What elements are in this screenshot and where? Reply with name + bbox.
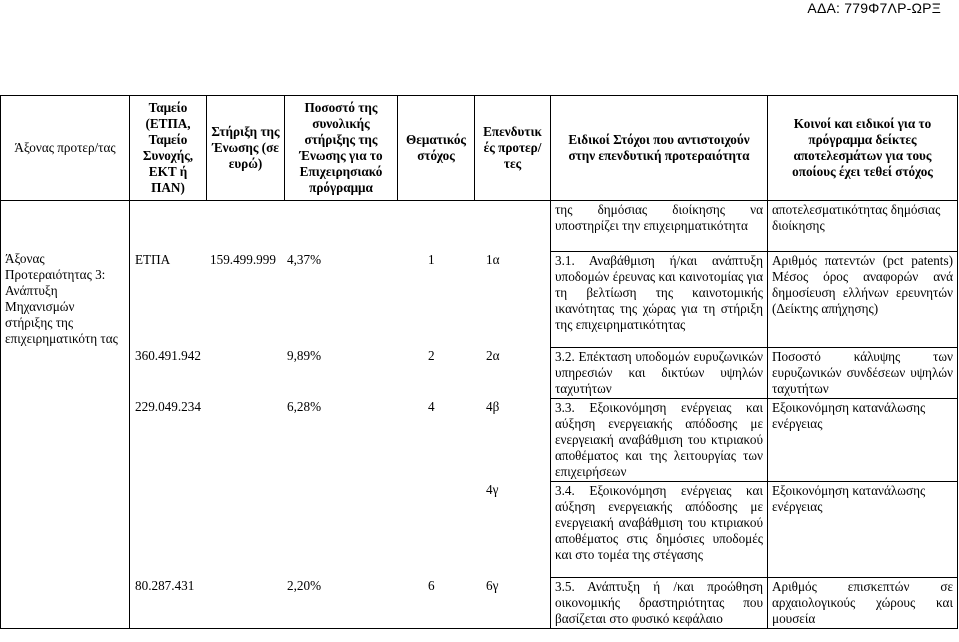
- result-indicator: Εξοικονόμηση κατανάλωσης ενέργειας: [768, 481, 958, 577]
- specific-goal: 3.1. Αναβάθμιση ή/και ανάπτυξη υποδομών έρευνας και καινοτομίας για τη βελτίωση της καινοτομικής ικανότητας της χώρας για τη στήριξη της επιχειρηματικότητας: [551, 251, 768, 347]
- fund-value: ΕΤΠΑ: [135, 252, 171, 267]
- header-support: Στήριξη της Ένωσης (σε ευρώ): [207, 96, 285, 201]
- invest-value: 2α: [486, 348, 500, 363]
- table-row: [1, 347, 958, 398]
- support-value: 229.049.234: [135, 399, 201, 414]
- header-percent: Ποσοστό της συνολικής στήριξης της Ένωσης για το Επιχειρησιακό πρόγραμμα: [285, 96, 398, 201]
- percent-value: 6,28%: [287, 399, 322, 414]
- result-indicator: Αριθμός πατεντών (pct patents) Μέσος όρος αναφορών ανά δημοσίευση ελλήνων ερευνητών (Δείκτης απήχησης): [768, 251, 958, 347]
- header-invest: Επενδυτικ ές προτερ/τες: [475, 96, 551, 201]
- table-row: [1, 481, 958, 577]
- thematic-value: 2: [428, 348, 435, 363]
- table-header-row: [1, 96, 958, 201]
- invest-value: 1α: [486, 252, 500, 267]
- table-row: [1, 398, 958, 481]
- support-value: 360.491.942: [135, 348, 201, 363]
- specific-goal: 3.3. Εξοικονόμηση ενέργειας και αύξηση ενεργειακής απόδοσης με ενεργειακή αναβάθμιση του κτιριακού αποθέματος και της λειτουργίας των επιχειρήσεων: [551, 398, 768, 481]
- specific-continuation: της δημόσιας διοίκησης να υποστηρίζει την επιχειρηματικότητα: [551, 201, 768, 252]
- result-indicator: Αριθμός επισκεπτών σε αρχαιολογικούς χώρους και μουσεία: [768, 577, 958, 628]
- specific-goal: 3.2. Επέκταση υποδομών ευρυζωνικών υπηρεσιών και δικτύων υψηλών ταχυτήτων: [551, 347, 768, 398]
- percent-value: 4,37%: [287, 252, 322, 267]
- result-indicator: Εξοικονόμηση κατανάλωσης ενέργειας: [768, 398, 958, 481]
- priority-axis-table: [0, 95, 958, 629]
- header-specific: Ειδικοί Στόχοι που αντιστοιχούν στην επενδυτική προτεραιότητα: [551, 96, 768, 201]
- header-fund: Ταμείο (ΕΤΠΑ, Ταμείο Συνοχής, ΕΚΤ ή ΠΑΝ): [130, 96, 207, 201]
- ada-stamp: ΑΔΑ: 779Φ7ΛΡ-ΩΡΞ: [807, 0, 941, 16]
- indicator-continuation: αποτελεσματικότητας δημόσιας διοίκησης: [768, 201, 958, 252]
- support-value: 80.287.431: [135, 578, 195, 593]
- result-indicator: Ποσοστό κάλυψης των ευρυζωνικών συνδέσεων υψηλών ταχυτήτων: [768, 347, 958, 398]
- header-axis: Άξονας προτερ/τας: [1, 96, 130, 201]
- specific-goal: 3.4. Εξοικονόμηση ενέργειας και αύξηση ενεργειακής απόδοσης με ενεργειακή αναβάθμιση του κτιριακού αποθέματος στις δημόσιες υποδομές και στο τομέα της στέγασης: [551, 481, 768, 577]
- thematic-value: 6: [428, 578, 435, 593]
- invest-value: 4γ: [486, 482, 499, 497]
- thematic-value: 4: [428, 399, 435, 414]
- invest-value: 6γ: [486, 578, 499, 593]
- invest-value: 4β: [486, 399, 500, 414]
- axis-label: Άξονας Προτεραιότητας 3: Ανάπτυξη Μηχανισμών στήριξης της επιχειρηματικότη τας: [5, 251, 118, 346]
- support-value: 159.499.999: [210, 252, 276, 267]
- percent-value: 9,89%: [287, 348, 322, 363]
- continuation-row: [1, 201, 958, 252]
- percent-value: 2,20%: [287, 578, 322, 593]
- table-row: [1, 577, 958, 628]
- table-row: [1, 251, 958, 347]
- specific-goal: 3.5. Ανάπτυξη ή /και προώθηση οικονομικής δραστηριότητας που βασίζεται στο φυσικό κεφάλαιο: [551, 577, 768, 628]
- header-thematic: Θεματικός στόχος: [398, 96, 475, 201]
- thematic-value: 1: [428, 252, 435, 267]
- header-indicators: Κοινοί και ειδικοί για το πρόγραμμα δείκτες αποτελεσμάτων για τους οποίους έχει τεθεί στόχος: [768, 96, 958, 201]
